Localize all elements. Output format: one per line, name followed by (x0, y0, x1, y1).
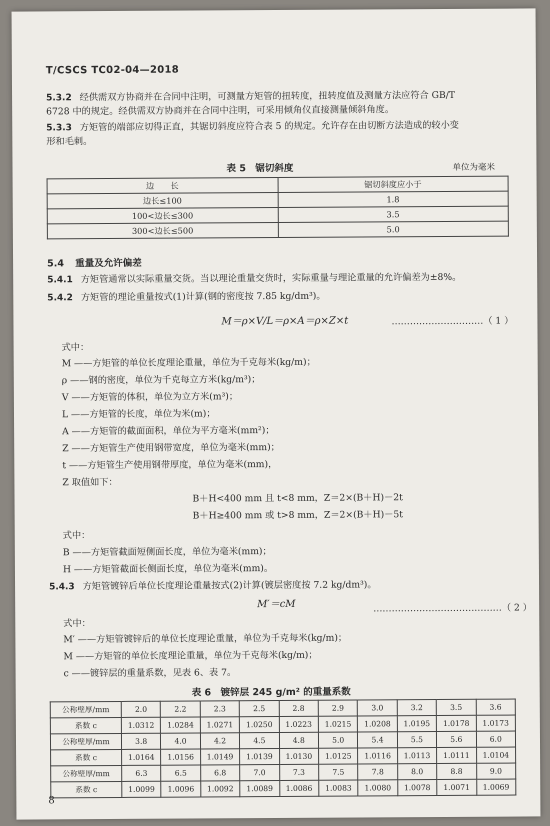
where-label: 式中： (62, 530, 91, 542)
table-cell: 8.0 (397, 764, 436, 780)
table-cell: 1.0116 (358, 748, 397, 764)
table-row (47, 221, 508, 239)
definition-item: ρ ——钢的密度，单位为千克每立方米(kg/m³)； (61, 374, 261, 387)
table-cell: 公称壁厚/mm (51, 765, 122, 781)
table-cell: 4.0 (161, 733, 200, 749)
table-cell: 1.0092 (201, 781, 240, 797)
formula-1-number: …………………………（ 1 ） (391, 315, 514, 328)
table-cell: 1.0078 (397, 780, 436, 796)
table-cell: 1.0173 (476, 715, 516, 731)
clause-text: 方矩管通常以实际重量交货。当以理论重量交货时，实际重量与理论重量的允许偏差为±8%。 (80, 271, 462, 286)
table-cell: 公称壁厚/mm (50, 733, 121, 749)
definition-item: V ——方矩管的体积，单位为立方米(m³)； (61, 391, 239, 404)
table-5-caption: 表 5 锯切斜度 (226, 162, 294, 175)
table-cell: 系数 c (51, 749, 122, 765)
z-intro: Z 取值如下： (62, 476, 118, 489)
table-cell: 1.0111 (437, 747, 476, 763)
table-cell: 5.5 (397, 732, 436, 748)
table-cell: 3.0 (358, 700, 397, 716)
table-cell: 1.0089 (240, 780, 279, 796)
definition-item: M ——方矩管的单位长度理论重量，单位为千克每米(kg/m)； (63, 649, 318, 663)
table-cell: 3.5 (436, 699, 475, 715)
table-header-cell: 边 长 (47, 177, 278, 193)
table-cell: 5.6 (437, 731, 476, 747)
table-row (51, 779, 516, 798)
table-cell: 1.0271 (200, 717, 239, 733)
document-header: T/CSCS TC02-04—2018 (45, 64, 180, 77)
table-cell: 1.0156 (161, 749, 200, 765)
formula-2: M′＝cM (257, 598, 296, 611)
table-cell: 1.0149 (200, 749, 239, 765)
clause-text: 方矩管的端部应切得正直，其锯切斜度应符合表 5 的规定。允许存在由切断方法造成的较小变 (79, 119, 460, 134)
table-cell: 3.2 (397, 700, 436, 716)
table-cell: 1.0215 (318, 716, 357, 732)
where-label: 式中： (63, 618, 91, 630)
clause-5-4-3 (49, 578, 377, 594)
table-cell: 2.2 (161, 701, 200, 717)
table-6 (50, 699, 517, 799)
clause-5-4-2 (47, 290, 325, 306)
table-cell: 1.0113 (397, 748, 436, 764)
table-cell: 7.0 (240, 764, 279, 780)
table-cell: 1.0223 (279, 716, 318, 732)
clause-number: 5.4.3 (49, 582, 75, 593)
definition-item: L ——方矩管的长度，单位为米(m)； (61, 408, 216, 421)
table-cell: 4.2 (200, 733, 239, 749)
clause-text: 方矩管镀锌后单位长度理论重量按式(2)计算(镀层密度按 7.2 kg/dm³)。 (82, 579, 377, 593)
table-cell: 1.8 (278, 191, 509, 207)
formula-1: M＝ρ×V/L＝ρ×A＝ρ×Z×t (221, 315, 349, 328)
table-cell: 1.0071 (437, 779, 476, 795)
table-cell: 4.8 (279, 732, 318, 748)
table-cell: 系数 c (51, 781, 122, 797)
table-cell: 1.0069 (476, 779, 516, 795)
table-6-caption: 表 6 镀锌层 245 g/m² 的重量系数 (191, 686, 351, 699)
definition-item: M ——方矩管的单位长度理论重量，单位为千克每米(kg/m)； (61, 356, 316, 370)
table-cell: 6.0 (476, 731, 516, 747)
table-cell: 5.0 (278, 221, 509, 237)
table-cell: 1.0080 (358, 780, 397, 796)
table-cell: 2.0 (121, 701, 160, 717)
table-cell: 1.0083 (319, 780, 358, 796)
table-cell: 1.0178 (436, 715, 475, 731)
section-5-4 (47, 255, 142, 270)
table-cell: 1.0099 (122, 781, 161, 797)
table-cell: 6.3 (122, 765, 161, 781)
table-cell: 4.5 (240, 732, 279, 748)
table-cell: 3.8 (121, 733, 160, 749)
definition-item: M′ ——方矩管镀锌后的单位长度理论重量，单位为千克每米(kg/m)； (63, 632, 348, 646)
table-cell: 1.0139 (240, 748, 279, 764)
definition-item: c ——镀锌层的重量系数，见表 6、表 7。 (63, 667, 237, 680)
section-title: 重量及允许偏差 (75, 257, 142, 270)
table-cell: 7.5 (319, 764, 358, 780)
document-page (12, 8, 541, 819)
definition-item: H ——方矩管截面长侧面长度，单位为毫米(mm)。 (62, 563, 274, 576)
formula-2-number: ……………………………………（ 2 ） (373, 602, 532, 615)
table-cell: 1.0250 (240, 716, 279, 732)
clause-text-continued: 形和毛刺。 (46, 136, 93, 148)
z-case: B＋H≥400 mm 或 t>8 mm，Z＝2×(B＋H)－5t (192, 509, 403, 522)
clause-number: 5.4.1 (47, 275, 73, 286)
table-cell: 公称壁厚/mm (50, 701, 121, 717)
table-cell: 1.0195 (397, 716, 436, 732)
table-cell: 1.0086 (279, 780, 318, 796)
table-cell: 1.0130 (279, 748, 318, 764)
table-cell: 2.5 (239, 700, 278, 716)
table-cell: 1.0125 (318, 748, 357, 764)
table-cell: 2.9 (318, 700, 357, 716)
clause-text: 方矩管的理论重量按式(1)计算(钢的密度按 7.85 kg/dm³)。 (80, 290, 326, 304)
clause-text-continued: 6728 中的规定。经供需双方协商并在合同中注明，可采用倾角仪直接测量倾斜角度。 (46, 104, 395, 118)
table-cell: 系数 c (50, 717, 121, 733)
table-cell: 7.8 (358, 764, 397, 780)
page-number: 8 (48, 795, 55, 807)
table-cell: 3.6 (476, 699, 516, 715)
definition-item: t ——方矩管生产使用钢带厚度，单位为毫米(mm)， (62, 458, 278, 472)
table-cell: 100<边长≤300 (47, 207, 278, 223)
clause-number: 5.3.3 (46, 123, 72, 134)
where-label: 式中： (61, 342, 90, 354)
table-cell: 1.0312 (121, 717, 160, 733)
table-cell: 1.0284 (161, 717, 200, 733)
table-cell: 8.8 (437, 763, 476, 779)
table-5 (47, 176, 509, 240)
table-cell: 300<边长≤500 (47, 222, 278, 238)
table-cell: 3.5 (278, 206, 509, 222)
table-cell: 5.0 (318, 732, 357, 748)
table-cell: 7.3 (279, 764, 318, 780)
clause-text: 经供需双方协商并在合同中注明，可测量方矩管的扭转度，扭转度值及测量方法应符合 GB/T (79, 89, 455, 104)
table-cell: 9.0 (476, 763, 516, 779)
table-5-unit: 单位为毫米 (452, 162, 496, 173)
table-cell: 6.8 (200, 765, 239, 781)
definition-item: Z ——方矩管生产使用钢带宽度，单位为毫米(mm)； (62, 441, 280, 455)
section-number: 5.4 (47, 258, 64, 270)
definition-item: B ——方矩管截面短侧面长度，单位为毫米(mm)； (62, 546, 272, 559)
clause-number: 5.4.2 (47, 293, 73, 304)
clause-5-4-1 (47, 271, 461, 288)
table-cell: 2.8 (279, 700, 318, 716)
table-cell: 1.0104 (476, 747, 516, 763)
table-cell: 2.3 (200, 701, 239, 717)
z-case: B＋H<400 mm 且 t<8 mm，Z＝2×(B＋H)－2t (192, 492, 403, 505)
table-cell: 边长≤100 (47, 192, 278, 208)
table-cell: 5.4 (358, 732, 397, 748)
clause-5-3-3 (46, 119, 459, 136)
table-header-cell: 锯切斜度应小于 (278, 176, 509, 192)
table-cell: 1.0096 (161, 781, 200, 797)
clause-number: 5.3.2 (46, 93, 72, 104)
table-cell: 6.5 (161, 765, 200, 781)
definition-item: A ——方矩管的截面面积，单位为平方毫米(mm²)； (62, 425, 275, 438)
table-cell: 1.0164 (122, 749, 161, 765)
table-cell: 1.0208 (358, 716, 397, 732)
